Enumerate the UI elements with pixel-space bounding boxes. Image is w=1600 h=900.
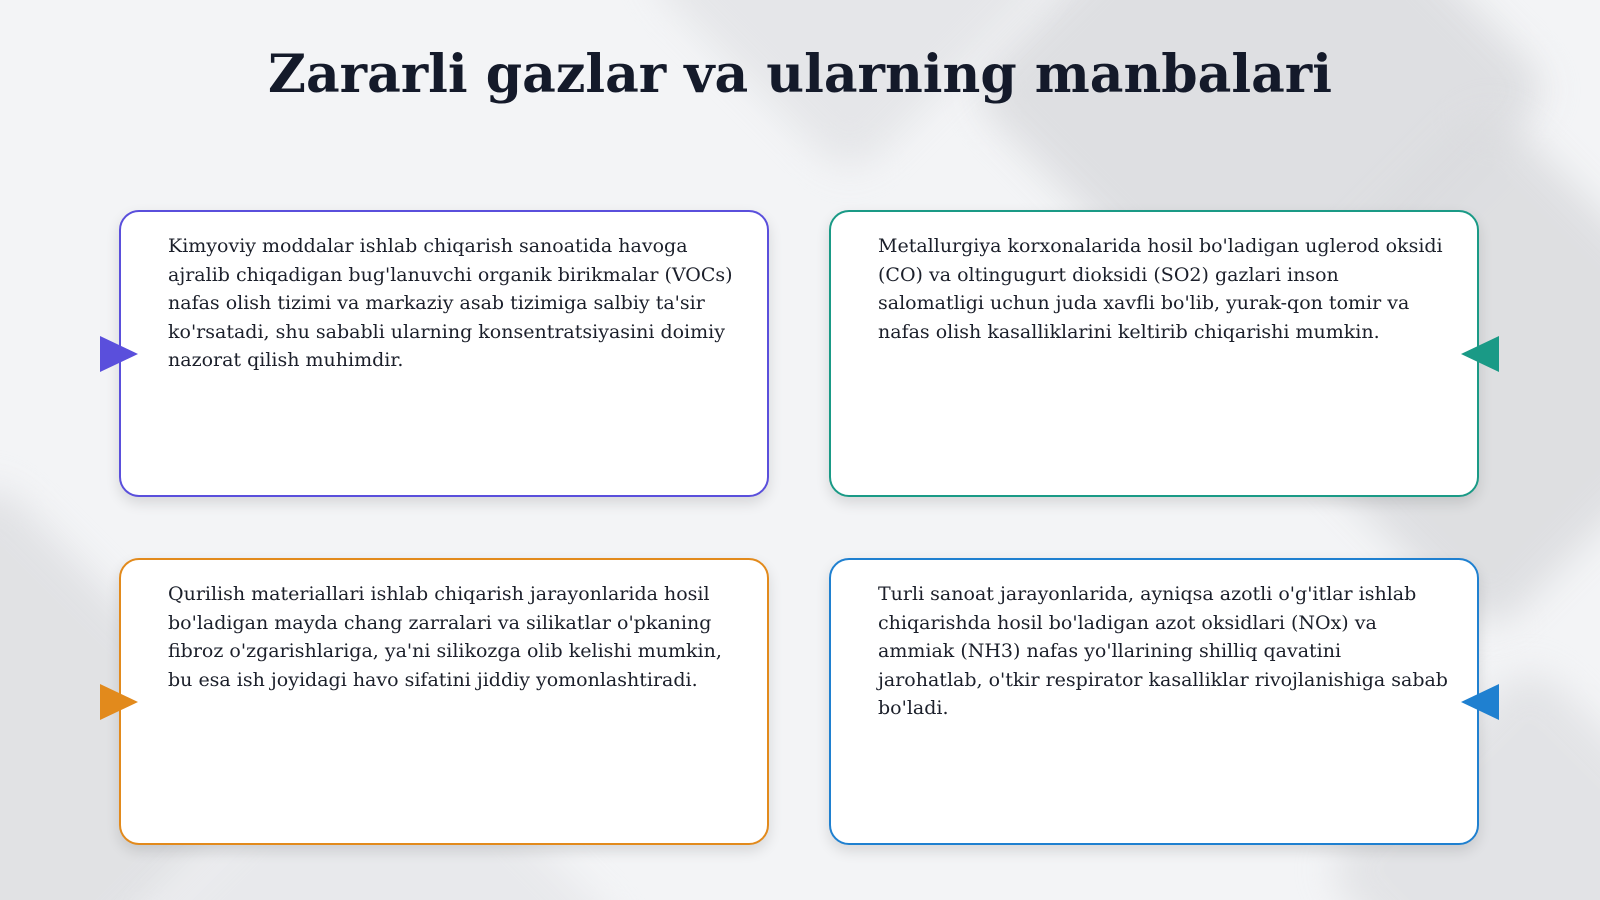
info-card-dust-silicates xyxy=(119,558,769,845)
arrow-left-icon xyxy=(1461,684,1499,720)
card-text: Kimyoviy moddalar ishlab chiqarish sanoatida havoga ajralib chiqadigan bug'lanuvchi organik birikmalar (VOCs) nafas olish tizimi va markaziy asab tizimiga salbiy ta'sir ko'rsatadi, shu sababli ularning konsentratsiyasini doimiy nazorat qilish muhimdir. xyxy=(168,235,733,371)
arrow-right-icon xyxy=(100,684,138,720)
arrow-right-icon xyxy=(100,336,138,372)
arrow-left-icon xyxy=(1461,336,1499,372)
card-text: Metallurgiya korxonalarida hosil bo'ladigan uglerod oksidi (CO) va oltingugurt dioksidi (SO2) gazlari inson salomatligi uchun juda xavfli bo'lib, yurak-qon tomir va nafas olish kasalliklarini keltirib chiqarishi mumkin. xyxy=(878,235,1443,343)
slide-title: Zararli gazlar va ularning manbalari xyxy=(268,44,1332,105)
card-text: Qurilish materiallari ishlab chiqarish jarayonlarida hosil bo'ladigan mayda chang zarralari va silikatlar o'pkaning fibroz o'zgarishlariga, ya'ni silikozga olib kelishi mumkin, bu esa ish joyidagi havo sifatini jiddiy yomonlashtiradi. xyxy=(168,583,722,691)
info-card-nox-nh3 xyxy=(829,558,1479,845)
info-card-voc xyxy=(119,210,769,497)
info-card-co-so2 xyxy=(829,210,1479,497)
card-text: Turli sanoat jarayonlarida, ayniqsa azotli o'g'itlar ishlab chiqarishda hosil bo'ladigan azot oksidlari (NOx) va ammiak (NH3) nafas yo'llarining shilliq qavatini jarohatlab, o'tkir respirator kasalliklar rivojlanishiga sabab bo'ladi. xyxy=(878,583,1448,719)
